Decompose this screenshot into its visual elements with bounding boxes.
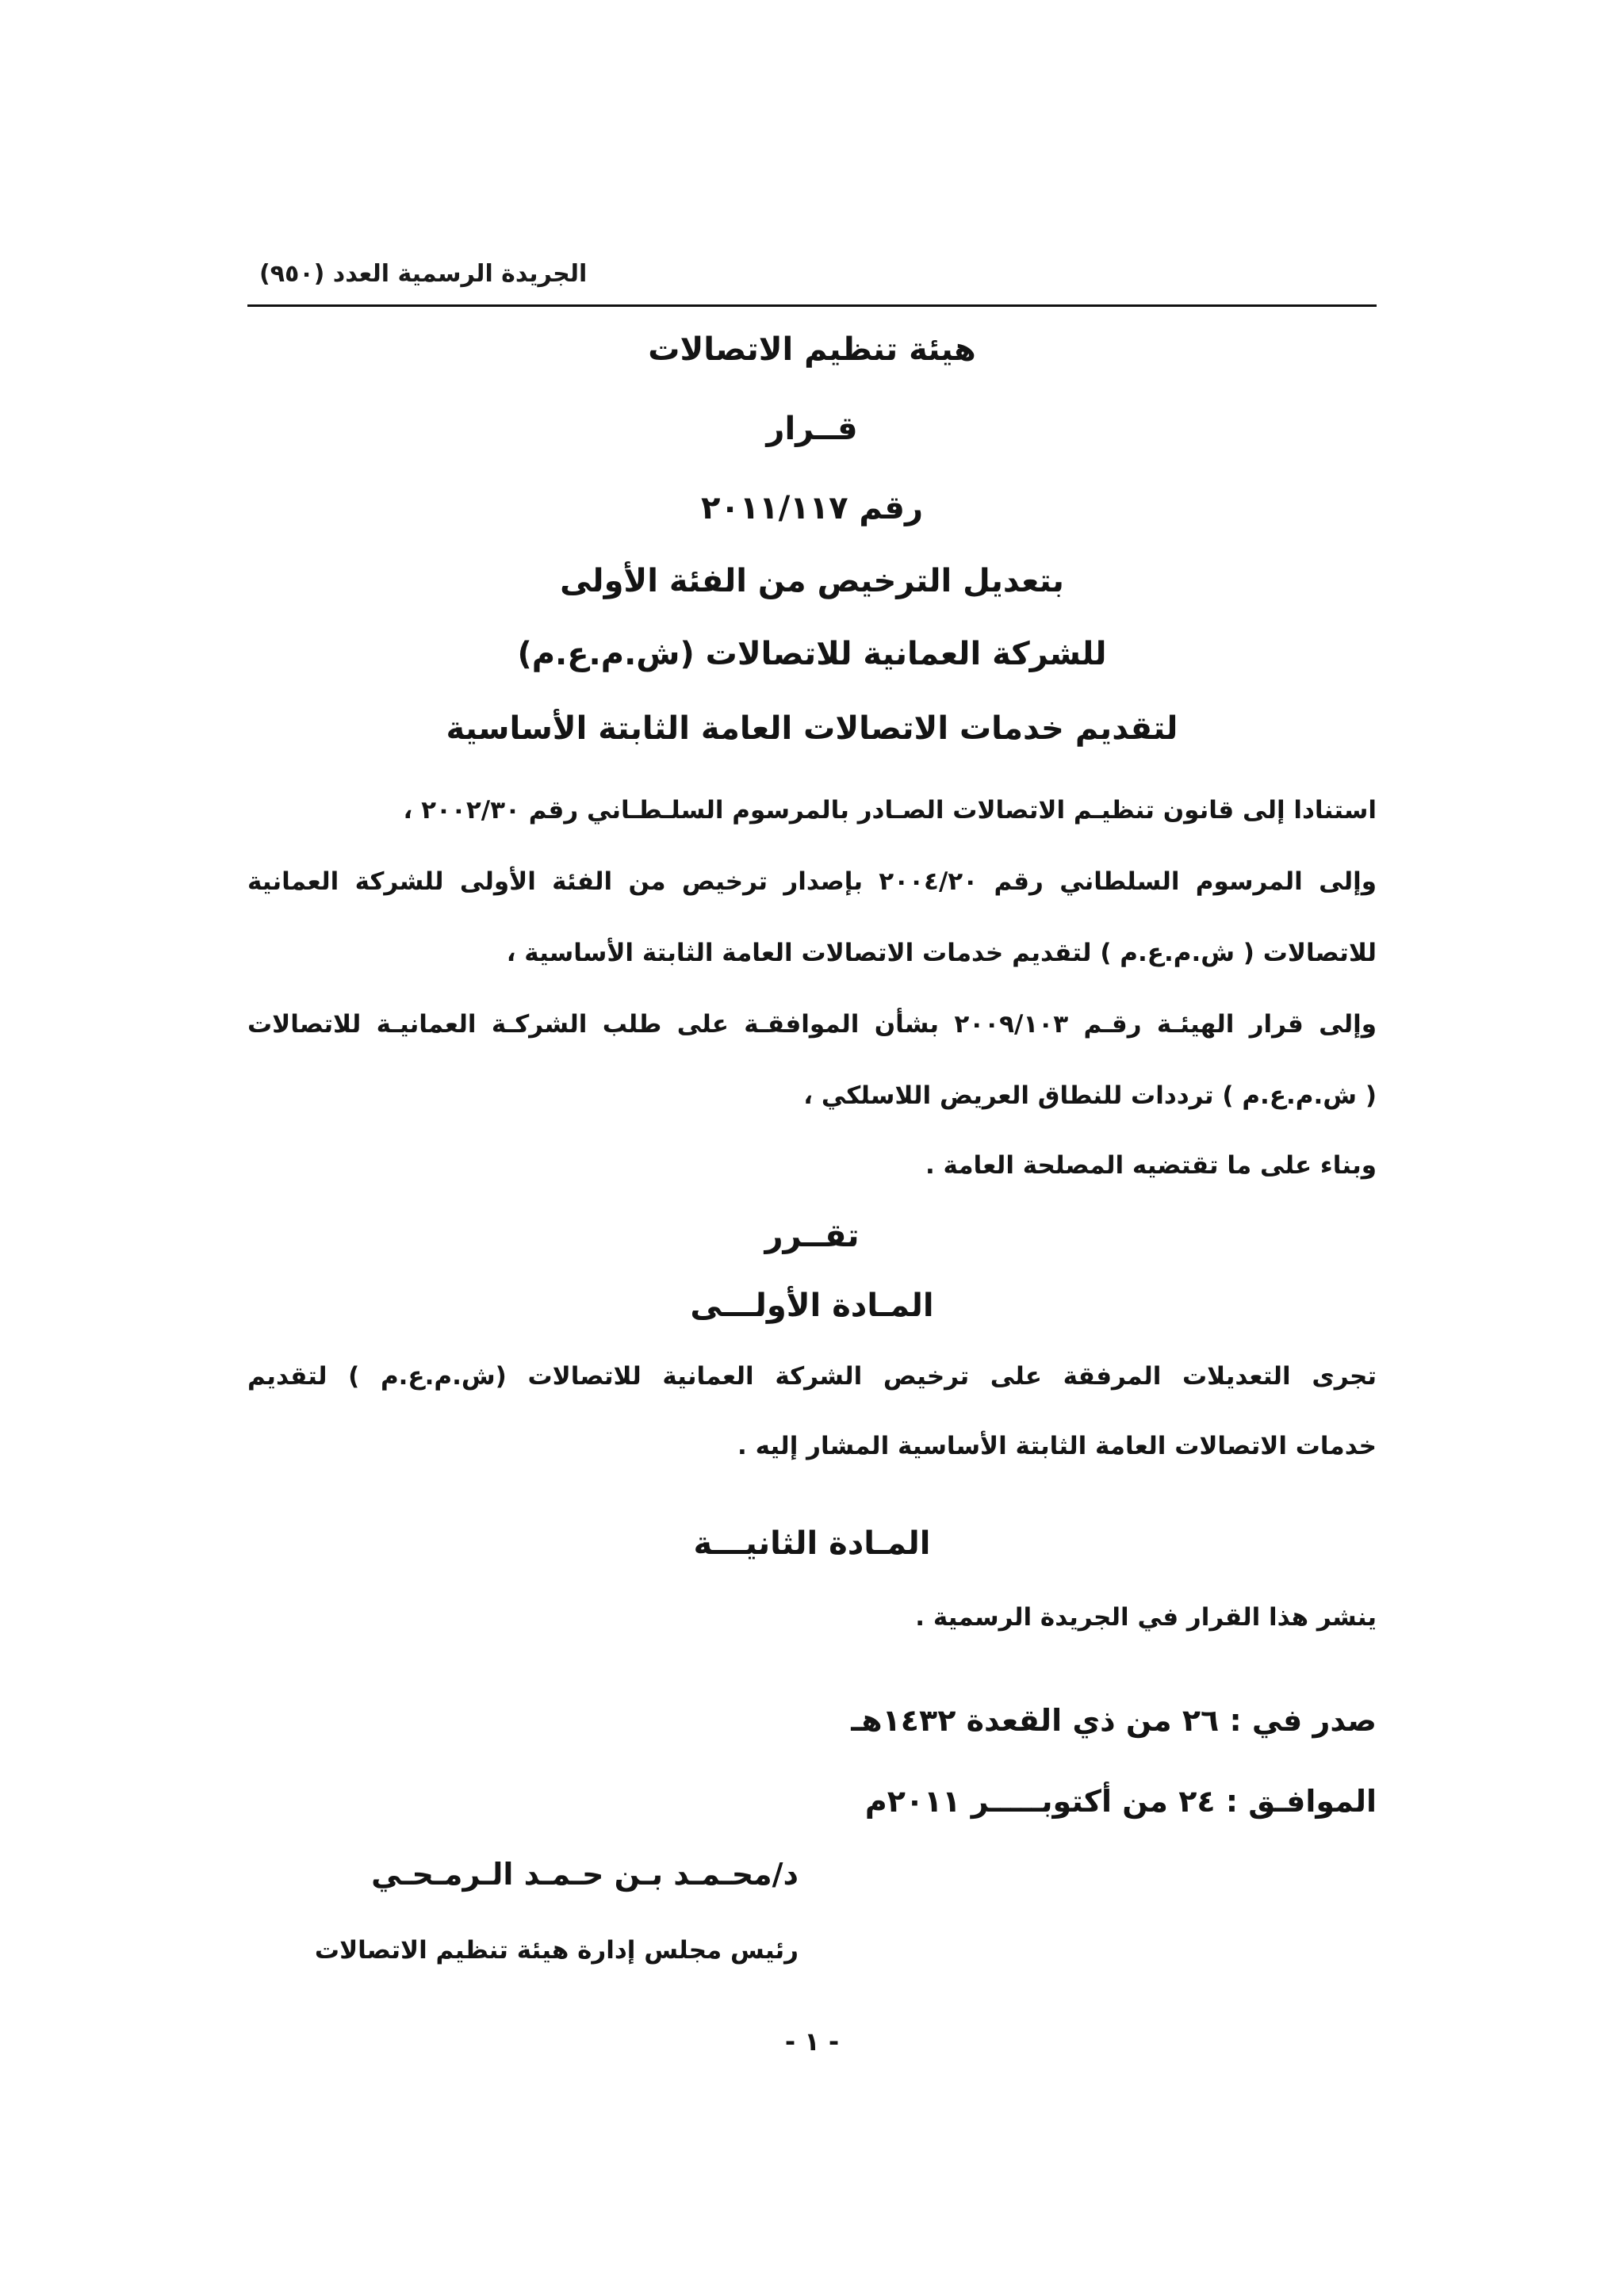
signatory-title: رئيس مجلس إدارة هيئة تنظيم الاتصالات [314,1936,799,1965]
issued-gregorian-date: الموافـق : ٢٤ من أكتوبـــــر ٢٠١١م [864,1784,1377,1819]
preamble-line: وبناء على ما تقتضيه المصلحة العامة . [925,1151,1377,1180]
article-1-line: تجرى التعديلات المرفقة على ترخيص الشركة العمانية للاتصالات (ش.م.ع.م ) لتقديم [247,1362,1377,1391]
subject-line-1: بتعديل الترخيص من الفئة الأولى [560,563,1064,599]
subject-line-3: لتقديم خدمات الاتصالات العامة الثابتة الأساسية [446,710,1178,747]
page-number: - ١ - [784,2026,840,2057]
decision-label: قــرار [766,411,858,447]
decides-heading: تقــرر [764,1218,860,1254]
header-rule [247,304,1377,307]
article-2-line: ينشر هذا القرار في الجريدة الرسمية . [915,1603,1377,1632]
authority-title: هيئة تنظيم الاتصالات [648,331,976,368]
signatory-name: د/محـمـد بـن حـمـد الـرمـحـي [371,1857,799,1892]
preamble-line: وإلى المرسوم السلطاني رقم ٢٠٠٤/٢٠ بإصدار ترخيص من الفئة الأولى للشركة العمانية [247,867,1377,896]
running-head: الجريدة الرسمية العدد (٩٥٠) [259,260,588,288]
preamble-line: وإلى قرار الهيئـة رقـم ٢٠٠٩/١٠٣ بشأن الموافقـة على طلب الشركـة العمانيـة للاتصالات [247,1010,1377,1039]
issued-hijri-date: صدر في : ٢٦ من ذي القعدة ١٤٣٢هـ [851,1703,1377,1738]
preamble-line: للاتصالات ( ش.م.ع.م ) لتقديم خدمات الاتصالات العامة الثابتة الأساسية ، [506,939,1377,967]
decision-number: رقم ٢٠١١/١١٧ [700,490,924,526]
article-1-line: خدمات الاتصالات العامة الثابتة الأساسية المشار إليه . [737,1432,1377,1460]
article-2-heading: المـادة الثانيـــة [693,1525,931,1562]
preamble-line: ( ش.م.ع.م ) ترددات للنطاق العريض اللاسلكي ، [803,1081,1377,1110]
article-1-heading: المـادة الأولـــى [690,1288,934,1324]
subject-line-2: للشركة العمانية للاتصالات (ش.م.ع.م) [517,636,1107,672]
preamble-line: استنادا إلى قانون تنظيـم الاتصالات الصـادر بالمرسوم السلـطـاني رقم ٢٠٠٢/٣٠ ، [403,796,1377,825]
